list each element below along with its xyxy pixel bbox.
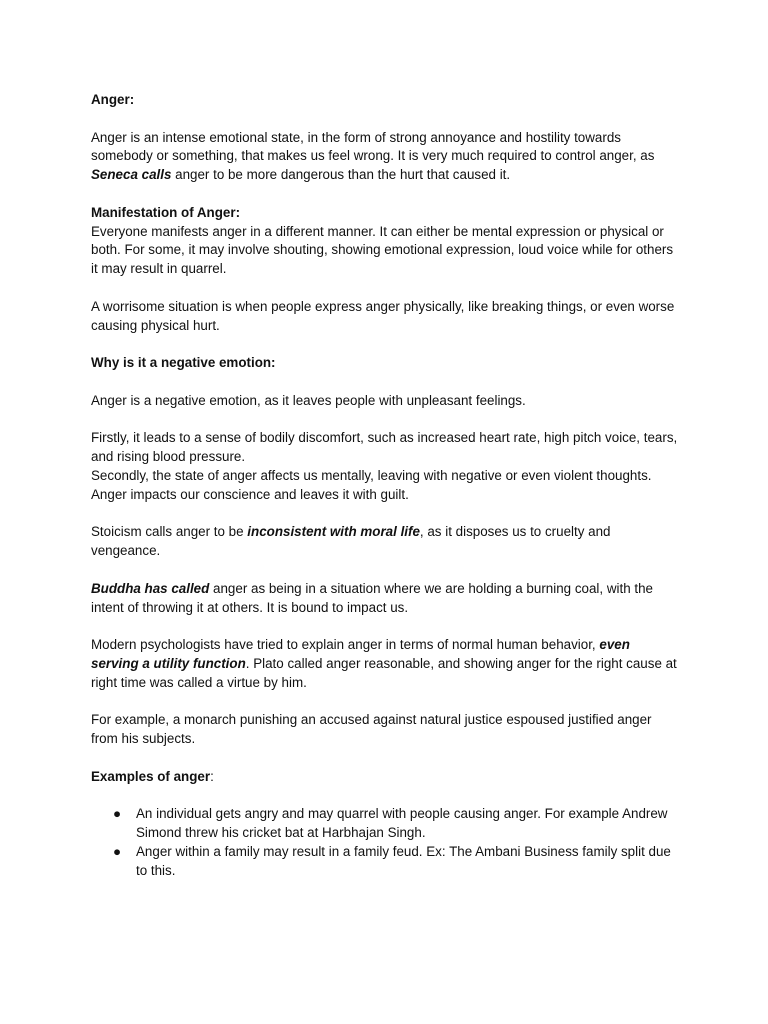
heading-manifestation: Manifestation of Anger: <box>91 204 241 220</box>
list-item: ● An individual gets angry and may quarrel with people causing anger. For example Andrew Simond threw his cricket bat at Harbhajan Singh. <box>113 806 668 841</box>
paragraph-manifestation: Everyone manifests anger in a different manner. It can either be mental expression or physical or both. For some, it may involve shouting, showing emotional expression, loud voice while for others it may result in quarrel. <box>91 223 674 277</box>
heading-negative-emotion: Why is it a negative emotion: <box>91 355 276 371</box>
heading-anger: Anger: <box>91 92 135 107</box>
emphasis-moral-life: inconsistent with moral life <box>247 524 420 540</box>
paragraph-monarch: For example, a monarch punishing an accused against natural justice espoused justified anger from his subjects. <box>91 712 652 747</box>
paragraph-psychologists: Modern psychologists have tried to explain anger in terms of normal human behavior, even serving a utility function. Plato called anger reasonable, and showing anger for the right cause at right time was called a virtue by him. <box>91 637 677 690</box>
paragraph-firstly: Firstly, it leads to a sense of bodily discomfort, such as increased heart rate, high pitch voice, tears, and rising blood pressure. <box>91 430 678 465</box>
paragraph-secondly: Secondly, the state of anger affects us mentally, leaving with negative or even violent thoughts. Anger impacts our conscience and leaves it with guilt. <box>91 467 652 502</box>
document-page <box>91 91 681 880</box>
emphasis-utility-function: even serving a utility function <box>91 637 630 671</box>
examples-list <box>91 805 681 880</box>
paragraph-buddha: Buddha has called anger as being in a situation where we are holding a burning coal, with the intent of throwing it at others. It is bound to impact us. <box>91 580 653 615</box>
emphasis-buddha: Buddha has called <box>91 580 210 596</box>
paragraph-definition: Anger is an intense emotional state, in the form of strong annoyance and hostility towards somebody or something, that makes us feel wrong. It is very much required to control anger, as Seneca calls anger to be more dangerous than the hurt that caused it. <box>91 129 655 183</box>
bullet-icon: ● <box>113 843 122 859</box>
paragraph-stoicism: Stoicism calls anger to be inconsistent with moral life, as it disposes us to cruelty and vengeance. <box>91 524 611 559</box>
bullet-icon: ● <box>113 806 122 822</box>
heading-examples: Examples of anger: <box>91 768 214 784</box>
paragraph-negative: Anger is a negative emotion, as it leaves people with unpleasant feelings. <box>91 392 526 408</box>
emphasis-seneca: Seneca calls <box>91 167 172 183</box>
list-item: ● Anger within a family may result in a family feud. Ex: The Ambani Business family split due to this. <box>113 843 671 878</box>
paragraph-worrisome: A worrisome situation is when people express anger physically, like breaking things, or even worse causing physical hurt. <box>91 298 675 333</box>
